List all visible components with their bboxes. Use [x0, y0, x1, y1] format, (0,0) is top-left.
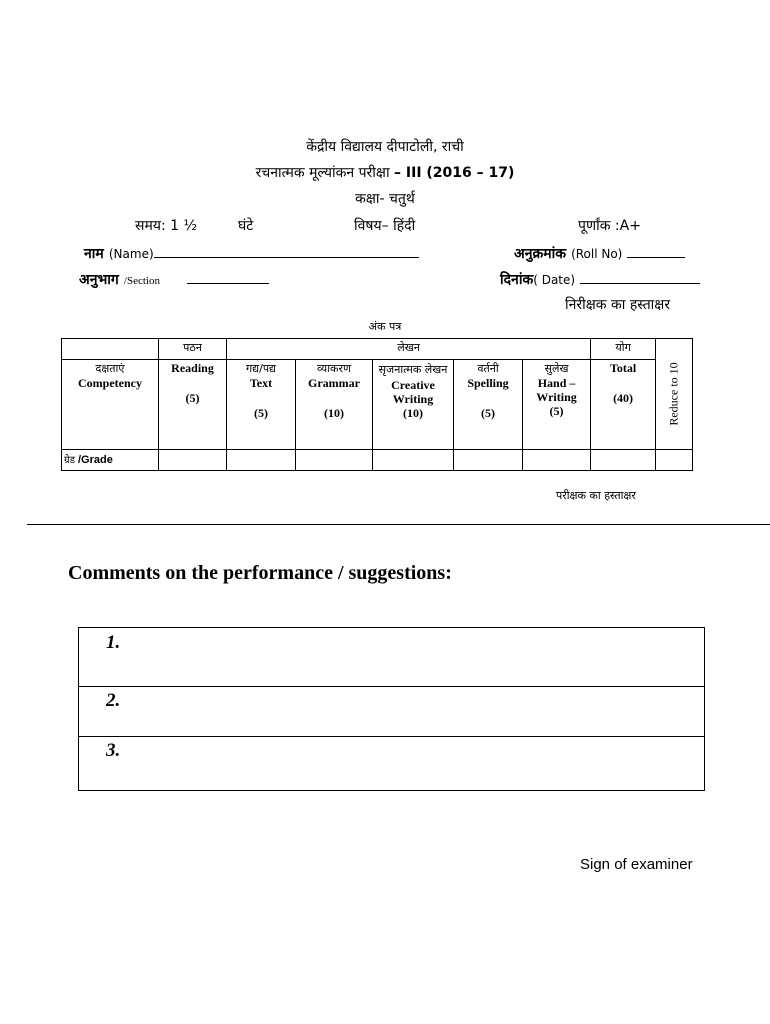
blank-header-cell — [62, 339, 159, 360]
section-field — [79, 269, 269, 289]
divider-line — [27, 524, 770, 525]
comment-number-3: 3. — [106, 740, 121, 761]
subject-label: विषय– हिंदी — [354, 218, 416, 234]
grade-en: /Grade — [78, 454, 113, 466]
date-label: दिनांक — [500, 272, 534, 288]
creative-marks: (10) — [403, 406, 423, 420]
comment-box-3[interactable] — [78, 736, 705, 791]
prose-marks: (5) — [254, 406, 268, 420]
competency-en: Competency — [78, 376, 142, 390]
total-cell — [591, 360, 656, 450]
comment-box-2[interactable] — [78, 686, 705, 737]
grade-spelling-cell[interactable] — [454, 450, 523, 471]
grammar-marks: (10) — [324, 406, 344, 420]
name-line[interactable] — [154, 257, 419, 258]
examiner-signature-label: परीक्षक का हस्ताक्षर — [556, 489, 636, 502]
reduce-text: Reduce to 10 — [666, 362, 681, 426]
max-marks-label: पूर्णांक :A+ — [578, 218, 641, 234]
comments-heading: Comments on the performance / suggestions: — [68, 562, 452, 584]
comment-box-1[interactable] — [78, 627, 705, 687]
class-label: कक्षा- चतुर्थ — [355, 191, 415, 207]
reading-en: Reading — [171, 361, 214, 375]
total-hi-header: योग — [591, 339, 656, 360]
grade-handwriting-cell[interactable] — [523, 450, 591, 471]
spelling-en: Spelling — [467, 376, 509, 390]
grade-reduce-cell[interactable] — [656, 450, 693, 471]
reading-marks: (5) — [185, 391, 200, 405]
marksheet-title: अंक पत्र — [368, 320, 402, 333]
hours-label: घंटे — [238, 218, 254, 234]
comment-number-1: 1. — [106, 632, 121, 653]
total-marks: (40) — [613, 391, 634, 405]
prose-hi: गद्य/पद्य — [245, 362, 276, 375]
section-line[interactable] — [187, 283, 269, 284]
marks-table — [61, 338, 693, 471]
creative-cell — [373, 360, 454, 450]
grade-creative-cell[interactable] — [373, 450, 454, 471]
school-name: केंद्रीय विद्यालय दीपाटोली, राची — [306, 139, 464, 155]
handwriting-cell — [523, 360, 591, 450]
invigilator-signature-label: निरीक्षक का हस्ताक्षर — [565, 297, 671, 313]
handwriting-en: Hand – Writing — [536, 376, 577, 404]
sign-of-examiner: Sign of examiner — [580, 856, 693, 873]
roll-line[interactable] — [627, 257, 685, 258]
competency-hi: दक्षताएं — [95, 362, 125, 375]
comment-number-2: 2. — [106, 690, 121, 711]
writing-hi-header: लेखन — [227, 339, 591, 360]
exam-title-prefix: रचनात्मक मूल्यांकन परीक्षा — [255, 165, 390, 181]
grade-grammar-cell[interactable] — [296, 450, 373, 471]
creative-en: Creative Writing — [391, 378, 435, 406]
grammar-en: Grammar — [308, 376, 360, 390]
reading-cell — [159, 360, 227, 450]
section-label-en: /Section — [123, 275, 160, 287]
roll-label: अनुक्रमांक — [514, 246, 566, 262]
spelling-cell — [454, 360, 523, 450]
date-field — [500, 269, 700, 289]
reduce-vertical-label — [663, 340, 685, 448]
reading-hi-header: पठन — [159, 339, 227, 360]
creative-hi: सृजनात्मक लेखन — [378, 363, 448, 376]
spelling-hi: वर्तनी — [477, 362, 499, 375]
date-label-en: ( Date) — [533, 273, 576, 287]
total-en: Total — [609, 361, 637, 375]
name-label: नाम — [84, 246, 104, 262]
grade-row-label — [62, 450, 159, 471]
exam-title-suffix: – III (2016 – 17) — [394, 165, 515, 181]
roll-field — [514, 243, 685, 263]
handwriting-hi: सुलेख — [544, 362, 569, 375]
grade-hi: ग्रेड — [64, 455, 75, 466]
grade-reading-cell[interactable] — [159, 450, 227, 471]
name-label-en: (Name) — [108, 247, 154, 261]
competency-cell — [62, 360, 159, 450]
grade-total-cell[interactable] — [591, 450, 656, 471]
prose-cell — [227, 360, 296, 450]
handwriting-marks: (5) — [549, 404, 564, 418]
section-label: अनुभाग — [79, 272, 119, 288]
roll-label-en: (Roll No) — [571, 247, 623, 261]
date-line[interactable] — [580, 283, 700, 284]
name-field — [84, 243, 419, 263]
exam-title — [0, 163, 770, 182]
time-label: समय: 1 ½ — [135, 218, 198, 234]
grammar-hi: व्याकरण — [317, 362, 351, 375]
grade-prose-cell[interactable] — [227, 450, 296, 471]
grammar-cell — [296, 360, 373, 450]
prose-en: Text — [249, 376, 273, 390]
spelling-marks: (5) — [481, 406, 495, 420]
